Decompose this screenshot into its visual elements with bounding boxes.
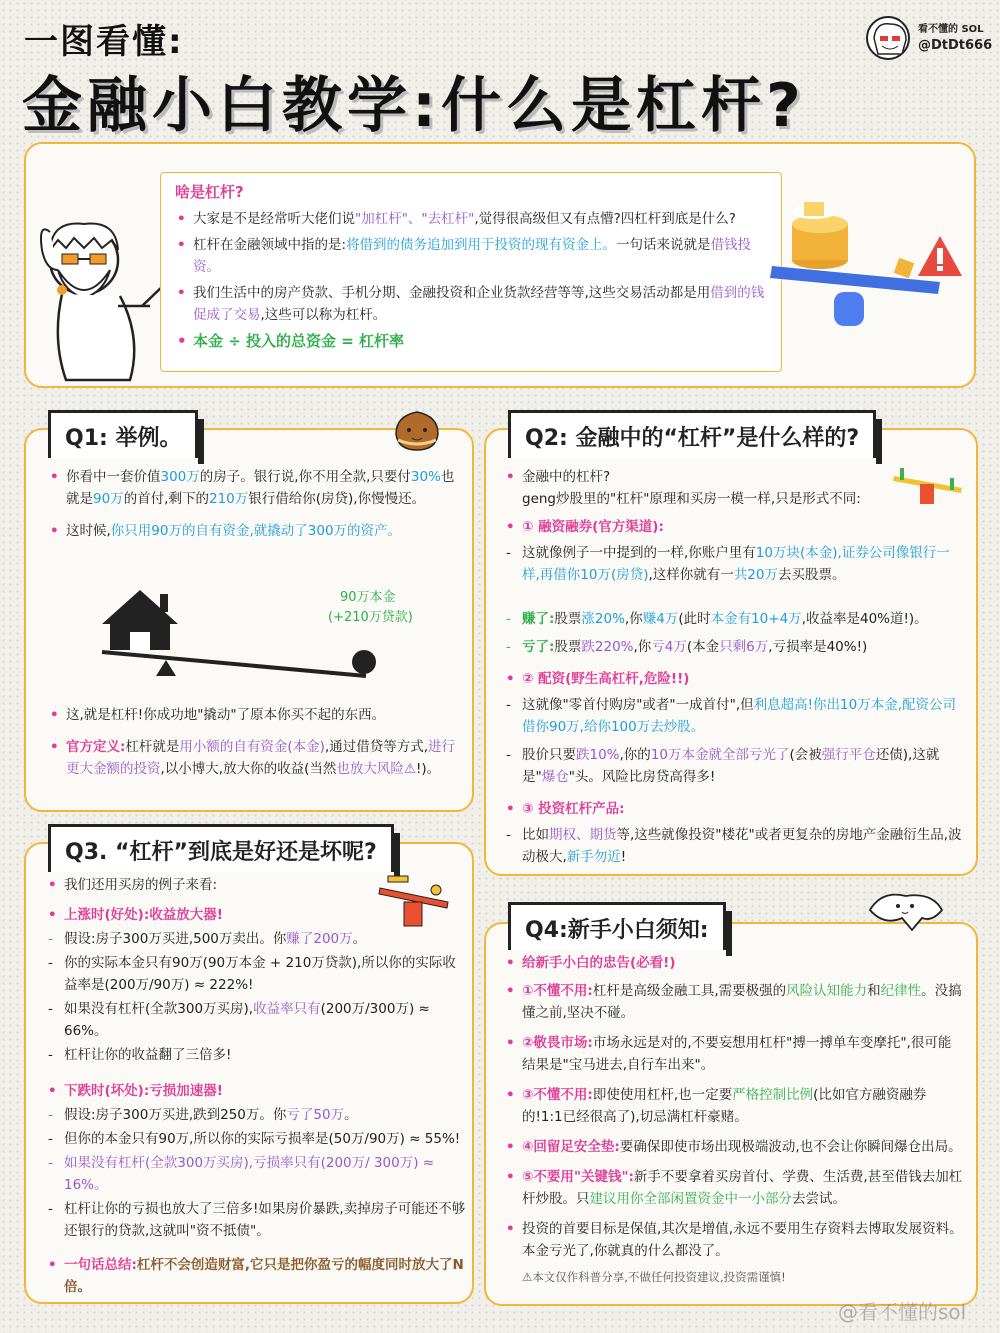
- q4-tip: • ③不懂不用:即使使用杠杆,也一定要严格控制比例(比如官方融资融券的!1:1已经很高了),切忌满杠杆豪赌。: [504, 1084, 964, 1128]
- q3-up-detail: - 如果没有杠杆(全款300万买房),收益率只有(200万/300万) ≈ 66%。: [46, 998, 466, 1042]
- q3-down-detail: - 假设:房子300万买进,跌到250万。你亏了50万。: [46, 1104, 466, 1126]
- q2-detail: - 这就像"零首付购房"或者"一成首付",但利息超高!你出10万本金,配资公司借你90万,给你100万去炒股。: [504, 694, 964, 738]
- q4-tip: • ⑤不要用"关键钱":新手不要拿着买房首付、学费、生活费,甚至借钱去加杠杆炒股。只建议用你全部闲置资金中一小部分去尝试。: [504, 1166, 964, 1210]
- q3-up-detail: - 假设:房子300万买进,500万卖出。你赚了200万。: [46, 928, 466, 950]
- q2-section-heading: • ③ 投资杠杆产品:: [504, 798, 964, 820]
- intro-textbox: [160, 172, 782, 372]
- author-name: 看不懂的 SOL: [918, 24, 984, 35]
- q1-lower: [48, 704, 462, 788]
- ghost-character-icon: [862, 888, 948, 936]
- disclaimer: ⚠本文仅作科普分享,不做任何投资建议,投资需谨慎!: [522, 1270, 786, 1284]
- q4-body: [504, 952, 964, 1288]
- official-definition: • 官方定义:杠杆就是用小额的自有资金(本金),通过借贷等方式,进行更大金额的投资,以小博大,放大你的收益(当然也放大风险⚠!)。: [48, 736, 462, 780]
- q3-up-heading: • 上涨时(好处):收益放大器!: [46, 904, 466, 926]
- page-title: 金融小白教学:什么是杠杆?: [22, 71, 806, 141]
- q3-down-detail: - 但你的本金只有90万,所以你的实际亏损率是(50万/90万) ≈ 55%!: [46, 1128, 466, 1150]
- q2-section-heading: • ① 融资融券(官方渠道):: [504, 516, 964, 538]
- seesaw-icon: [892, 466, 964, 506]
- intro-card: [24, 142, 976, 388]
- lever-label-loan: (+210万贷款): [328, 610, 413, 625]
- q2-detail: - 比如期权、期货等,这些就像投资"楼花"或者更复杂的房地产金融衍生品,波动极大,新手勿近!: [504, 824, 964, 868]
- q2-title: Q2: 金融中的“杠杆”是什么样的?: [508, 410, 876, 458]
- coins-seesaw-illustration: [770, 202, 970, 342]
- q4-tip: • ①不懂不用:杠杆是高级金融工具,需要极强的风险认知能力和纪律性。没搞懂之前,坚决不碰。: [504, 980, 964, 1024]
- intro-heading: 啥是杠杆?: [175, 183, 244, 201]
- seesaw-toy-icon: [378, 872, 450, 928]
- q1-title: Q1: 举例。: [48, 410, 198, 458]
- q3-summary: • 一句话总结:杠杆不会创造财富,它只是把你盈亏的幅度同时放大了N倍。: [46, 1254, 466, 1298]
- q3-down-heading: • 下跌时(坏处):亏损加速器!: [46, 1080, 466, 1102]
- intro-bullet: • 杠杆在金融领域中指的是:将借到的债务追加到用于投资的现有资金上。一句话来说就是借钱投资。: [175, 234, 767, 278]
- q1-paragraph: • 这时候,你只用90万的自有资金,就撬动了300万的资产。: [48, 520, 462, 542]
- author-avatar: [866, 16, 910, 60]
- q1-paragraph: • 你看中一套价值300万的房子。银行说,你不用全款,只要付30%也就是90万的首付,剩下的210万银行借给你(房贷),你慢慢还。: [48, 466, 462, 510]
- chestnut-icon: [392, 408, 442, 452]
- q3-down-detail: - 如果没有杠杆(全款300万买房),亏损率只有(200万/ 300万) ≈ 16%。: [46, 1152, 466, 1196]
- leverage-formula: • 本金 ÷ 投入的总资金 = 杠杆率: [175, 330, 767, 352]
- q3-title: Q3. “杠杆”到底是好还是坏呢?: [48, 824, 394, 872]
- q2-body: [504, 466, 964, 874]
- q2-intro: • 金融中的杠杆? geng炒股里的"杠杆"原理和买房一模一样,只是形式不同:: [504, 466, 964, 510]
- lever-label-principal: 90万本金: [340, 590, 396, 605]
- q1-paragraph: • 这,就是杠杆!你成功地"撬动"了原本你买不起的东西。: [48, 704, 462, 726]
- header-subtitle: 一图看懂:: [24, 22, 184, 62]
- q4-title: Q4:新手小白须知:: [508, 902, 726, 950]
- q1-card: [24, 428, 474, 812]
- q4-tip: • ④回留足安全垫:要确保即使市场出现极端波动,也不会让你瞬间爆仓出局。: [504, 1136, 964, 1158]
- q4-tip: • 投资的首要目标是保值,其次是增值,永远不要用生存资料去博取发展资料。本金亏光了,你就真的什么都没了。: [504, 1218, 964, 1262]
- q1-body: [48, 466, 462, 550]
- q2-detail: - 这就像例子一中提到的一样,你账户里有10万块(本金),证券公司像银行一样,再借你10万(房贷),这样你就有一共20万去买股票。: [504, 542, 964, 586]
- q2-loss: - 亏了:股票跌220%,你亏4万(本金只剩6万,亏损率是40%!): [504, 636, 964, 658]
- author-handle: @DtDt666: [918, 38, 993, 53]
- watermark: @看不懂的sol: [838, 1300, 967, 1324]
- q4-heading: • 给新手小白的忠告(必看!): [504, 952, 964, 974]
- q3-up-detail: - 杠杆让你的收益翻了三倍多!: [46, 1044, 466, 1066]
- q2-detail: - 股价只要跌10%,你的10万本金就全部亏光了(会被强行平仓还债),这就是"爆仓"头。风险比房贷高得多!: [504, 744, 964, 788]
- q4-tip: • ②敬畏市场:市场永远是对的,不要妄想用杠杆"搏一搏单车变摩托",很可能结果是"宝马进去,自行车出来"。: [504, 1032, 964, 1076]
- q3-body: [46, 874, 466, 1306]
- q2-gain: - 赚了:股票涨20%,你赚4万(此时本金有10+4万,收益率是40%道!)。: [504, 608, 964, 630]
- q4-card: [484, 922, 978, 1306]
- q3-intro: • 我们还用买房的例子来看:: [46, 874, 466, 896]
- q3-down-detail: - 杠杆让你的亏损也放大了三倍多!如果房价暴跌,卖掉房子可能还不够还银行的贷款,这就叫"资不抵债"。: [46, 1198, 466, 1242]
- q3-up-detail: - 你的实际本金只有90万(90万本金 + 210万贷款),所以你的实际收益率是(200万/90万) ≈ 222%!: [46, 952, 466, 996]
- intro-bullet: • 大家是不是经常听大佬们说"加杠杆"、"去杠杆",觉得很高级但又有点懵?四杠杆到底是什么?: [175, 208, 767, 230]
- intro-bullet: • 我们生活中的房产贷款、手机分期、金融投资和企业货款经营等等,这些交易活动都是用借到的钱促成了交易,这些可以称为杠杆。: [175, 282, 767, 326]
- q2-section-heading: • ② 配资(野生高杠杆,危险!!): [504, 668, 964, 690]
